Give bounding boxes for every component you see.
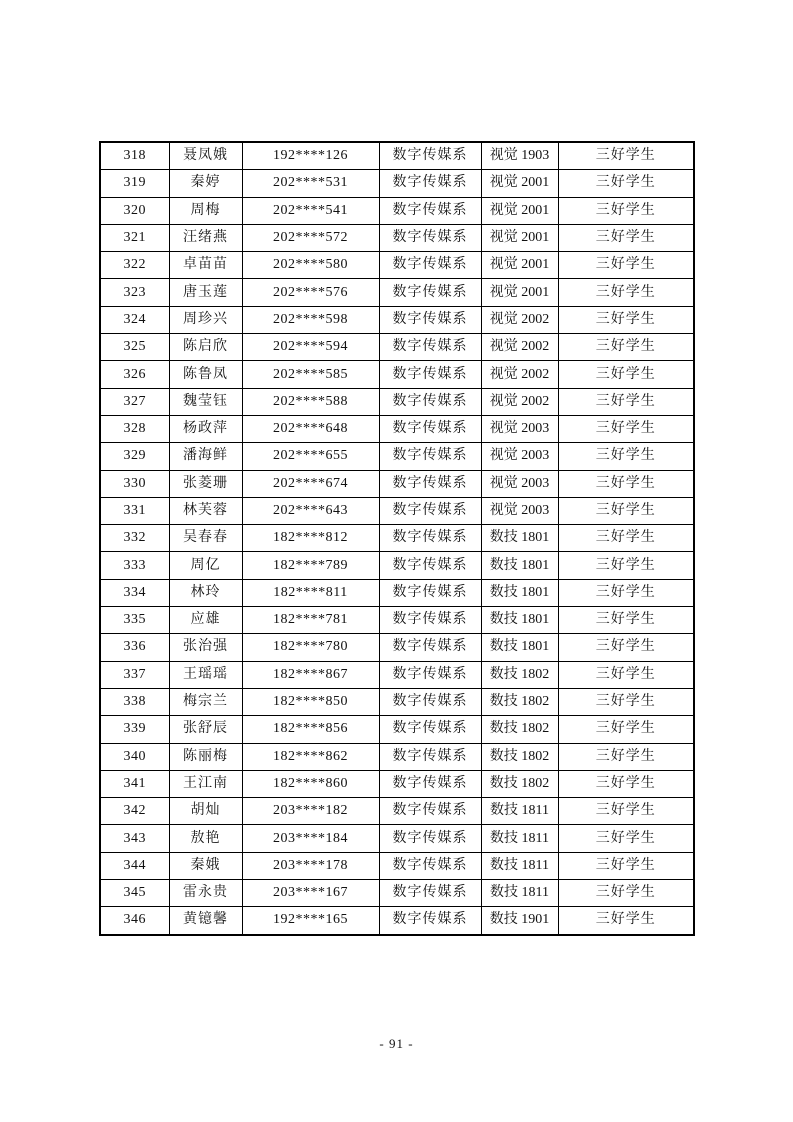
cell-department: 数字传媒系 <box>379 142 481 170</box>
cell-class: 视觉 2002 <box>481 334 558 361</box>
table-row <box>100 688 694 715</box>
cell-award: 三好学生 <box>558 743 694 770</box>
cell-id: 202****576 <box>242 279 379 306</box>
table-row <box>100 634 694 661</box>
cell-id: 202****648 <box>242 415 379 442</box>
cell-class: 视觉 2002 <box>481 306 558 333</box>
table-row <box>100 607 694 634</box>
cell-class: 数技 1802 <box>481 661 558 688</box>
cell-id: 202****572 <box>242 224 379 251</box>
table-row <box>100 770 694 797</box>
cell-class: 视觉 2001 <box>481 279 558 306</box>
cell-department: 数字传媒系 <box>379 770 481 797</box>
cell-award: 三好学生 <box>558 852 694 879</box>
cell-award: 三好学生 <box>558 388 694 415</box>
student-award-table <box>99 141 695 936</box>
table-row <box>100 552 694 579</box>
cell-name: 雷永贵 <box>169 880 242 907</box>
cell-department: 数字传媒系 <box>379 497 481 524</box>
cell-name: 周梅 <box>169 197 242 224</box>
cell-award: 三好学生 <box>558 525 694 552</box>
cell-name: 陈丽梅 <box>169 743 242 770</box>
cell-award: 三好学生 <box>558 825 694 852</box>
cell-class: 数技 1801 <box>481 552 558 579</box>
cell-no: 320 <box>100 197 169 224</box>
cell-class: 数技 1802 <box>481 716 558 743</box>
cell-class: 视觉 2001 <box>481 252 558 279</box>
cell-id: 182****812 <box>242 525 379 552</box>
cell-award: 三好学生 <box>558 661 694 688</box>
table-row <box>100 661 694 688</box>
table-row <box>100 170 694 197</box>
cell-no: 325 <box>100 334 169 361</box>
cell-class: 数技 1801 <box>481 634 558 661</box>
cell-award: 三好学生 <box>558 552 694 579</box>
cell-department: 数字传媒系 <box>379 880 481 907</box>
cell-name: 陈启欣 <box>169 334 242 361</box>
cell-name: 应雄 <box>169 607 242 634</box>
cell-name: 梅宗兰 <box>169 688 242 715</box>
cell-name: 吴春春 <box>169 525 242 552</box>
cell-department: 数字传媒系 <box>379 224 481 251</box>
cell-no: 324 <box>100 306 169 333</box>
cell-award: 三好学生 <box>558 279 694 306</box>
cell-no: 343 <box>100 825 169 852</box>
cell-award: 三好学生 <box>558 224 694 251</box>
cell-name: 胡灿 <box>169 798 242 825</box>
cell-name: 秦娥 <box>169 852 242 879</box>
table-row <box>100 825 694 852</box>
cell-name: 黄镱馨 <box>169 907 242 935</box>
cell-id: 203****182 <box>242 798 379 825</box>
cell-department: 数字传媒系 <box>379 907 481 935</box>
cell-class: 数技 1811 <box>481 798 558 825</box>
cell-award: 三好学生 <box>558 142 694 170</box>
table-row <box>100 497 694 524</box>
cell-no: 341 <box>100 770 169 797</box>
cell-department: 数字传媒系 <box>379 552 481 579</box>
cell-name: 王瑶瑶 <box>169 661 242 688</box>
cell-no: 332 <box>100 525 169 552</box>
cell-class: 数技 1811 <box>481 880 558 907</box>
cell-award: 三好学生 <box>558 579 694 606</box>
cell-class: 视觉 2003 <box>481 415 558 442</box>
cell-name: 潘海鲜 <box>169 443 242 470</box>
cell-department: 数字传媒系 <box>379 825 481 852</box>
cell-department: 数字传媒系 <box>379 607 481 634</box>
cell-department: 数字传媒系 <box>379 743 481 770</box>
cell-no: 338 <box>100 688 169 715</box>
cell-id: 182****811 <box>242 579 379 606</box>
cell-department: 数字传媒系 <box>379 798 481 825</box>
cell-class: 视觉 2002 <box>481 388 558 415</box>
cell-department: 数字传媒系 <box>379 415 481 442</box>
cell-class: 数技 1901 <box>481 907 558 935</box>
cell-award: 三好学生 <box>558 306 694 333</box>
cell-department: 数字传媒系 <box>379 661 481 688</box>
cell-class: 视觉 2001 <box>481 224 558 251</box>
cell-department: 数字传媒系 <box>379 388 481 415</box>
cell-no: 323 <box>100 279 169 306</box>
cell-award: 三好学生 <box>558 197 694 224</box>
cell-name: 卓苗苗 <box>169 252 242 279</box>
cell-id: 182****862 <box>242 743 379 770</box>
cell-no: 331 <box>100 497 169 524</box>
cell-no: 337 <box>100 661 169 688</box>
cell-department: 数字传媒系 <box>379 634 481 661</box>
table-row <box>100 279 694 306</box>
cell-department: 数字传媒系 <box>379 579 481 606</box>
cell-department: 数字传媒系 <box>379 443 481 470</box>
table-row <box>100 443 694 470</box>
cell-no: 346 <box>100 907 169 935</box>
table-row <box>100 743 694 770</box>
cell-award: 三好学生 <box>558 252 694 279</box>
cell-no: 333 <box>100 552 169 579</box>
cell-id: 202****585 <box>242 361 379 388</box>
cell-id: 203****184 <box>242 825 379 852</box>
cell-award: 三好学生 <box>558 443 694 470</box>
cell-department: 数字传媒系 <box>379 170 481 197</box>
cell-id: 182****781 <box>242 607 379 634</box>
cell-name: 王江南 <box>169 770 242 797</box>
table-row <box>100 142 694 170</box>
cell-award: 三好学生 <box>558 361 694 388</box>
cell-id: 182****780 <box>242 634 379 661</box>
table-row <box>100 880 694 907</box>
cell-department: 数字传媒系 <box>379 334 481 361</box>
cell-department: 数字传媒系 <box>379 361 481 388</box>
cell-no: 329 <box>100 443 169 470</box>
cell-class: 数技 1801 <box>481 579 558 606</box>
cell-name: 周珍兴 <box>169 306 242 333</box>
cell-award: 三好学生 <box>558 470 694 497</box>
cell-no: 318 <box>100 142 169 170</box>
table-row <box>100 579 694 606</box>
cell-id: 182****856 <box>242 716 379 743</box>
cell-department: 数字传媒系 <box>379 525 481 552</box>
table-row <box>100 852 694 879</box>
cell-name: 唐玉莲 <box>169 279 242 306</box>
table-row <box>100 306 694 333</box>
table-row <box>100 334 694 361</box>
cell-department: 数字传媒系 <box>379 306 481 333</box>
cell-class: 数技 1802 <box>481 743 558 770</box>
cell-name: 张治强 <box>169 634 242 661</box>
table-row <box>100 224 694 251</box>
cell-no: 326 <box>100 361 169 388</box>
cell-class: 数技 1802 <box>481 688 558 715</box>
cell-no: 336 <box>100 634 169 661</box>
cell-no: 344 <box>100 852 169 879</box>
cell-name: 林芙蓉 <box>169 497 242 524</box>
cell-id: 202****655 <box>242 443 379 470</box>
cell-id: 202****594 <box>242 334 379 361</box>
cell-award: 三好学生 <box>558 688 694 715</box>
cell-class: 数技 1801 <box>481 607 558 634</box>
cell-class: 视觉 2002 <box>481 361 558 388</box>
cell-award: 三好学生 <box>558 907 694 935</box>
cell-id: 202****643 <box>242 497 379 524</box>
cell-award: 三好学生 <box>558 497 694 524</box>
cell-no: 340 <box>100 743 169 770</box>
table-row <box>100 470 694 497</box>
cell-name: 秦婷 <box>169 170 242 197</box>
cell-no: 319 <box>100 170 169 197</box>
cell-award: 三好学生 <box>558 634 694 661</box>
cell-id: 202****674 <box>242 470 379 497</box>
table-row <box>100 525 694 552</box>
cell-award: 三好学生 <box>558 716 694 743</box>
cell-no: 334 <box>100 579 169 606</box>
cell-id: 202****598 <box>242 306 379 333</box>
table-row <box>100 798 694 825</box>
cell-department: 数字传媒系 <box>379 716 481 743</box>
cell-id: 202****541 <box>242 197 379 224</box>
cell-class: 视觉 2003 <box>481 497 558 524</box>
cell-no: 330 <box>100 470 169 497</box>
cell-award: 三好学生 <box>558 880 694 907</box>
table-row <box>100 415 694 442</box>
cell-class: 数技 1801 <box>481 525 558 552</box>
cell-id: 203****178 <box>242 852 379 879</box>
cell-class: 视觉 1903 <box>481 142 558 170</box>
cell-no: 322 <box>100 252 169 279</box>
table-row <box>100 361 694 388</box>
cell-name: 聂凤娥 <box>169 142 242 170</box>
cell-no: 339 <box>100 716 169 743</box>
cell-award: 三好学生 <box>558 334 694 361</box>
cell-name: 林玲 <box>169 579 242 606</box>
cell-id: 192****165 <box>242 907 379 935</box>
cell-no: 328 <box>100 415 169 442</box>
cell-no: 345 <box>100 880 169 907</box>
cell-name: 汪绪燕 <box>169 224 242 251</box>
cell-class: 数技 1802 <box>481 770 558 797</box>
cell-class: 视觉 2003 <box>481 443 558 470</box>
table-row <box>100 252 694 279</box>
table-row <box>100 907 694 935</box>
cell-class: 数技 1811 <box>481 852 558 879</box>
cell-no: 321 <box>100 224 169 251</box>
cell-id: 182****789 <box>242 552 379 579</box>
cell-id: 192****126 <box>242 142 379 170</box>
cell-department: 数字传媒系 <box>379 279 481 306</box>
cell-name: 周亿 <box>169 552 242 579</box>
cell-name: 杨政萍 <box>169 415 242 442</box>
cell-name: 敖艳 <box>169 825 242 852</box>
cell-id: 202****588 <box>242 388 379 415</box>
table-row <box>100 716 694 743</box>
cell-department: 数字传媒系 <box>379 852 481 879</box>
cell-department: 数字传媒系 <box>379 252 481 279</box>
cell-id: 182****850 <box>242 688 379 715</box>
cell-department: 数字传媒系 <box>379 470 481 497</box>
cell-id: 202****580 <box>242 252 379 279</box>
cell-department: 数字传媒系 <box>379 688 481 715</box>
cell-class: 数技 1811 <box>481 825 558 852</box>
table-body <box>100 142 694 935</box>
cell-id: 202****531 <box>242 170 379 197</box>
cell-no: 335 <box>100 607 169 634</box>
cell-id: 182****860 <box>242 770 379 797</box>
page-number: - 91 - <box>379 1036 414 1051</box>
cell-award: 三好学生 <box>558 170 694 197</box>
cell-award: 三好学生 <box>558 607 694 634</box>
cell-id: 182****867 <box>242 661 379 688</box>
cell-id: 203****167 <box>242 880 379 907</box>
cell-name: 张菱珊 <box>169 470 242 497</box>
cell-award: 三好学生 <box>558 798 694 825</box>
cell-class: 视觉 2001 <box>481 170 558 197</box>
table-row <box>100 388 694 415</box>
cell-name: 张舒辰 <box>169 716 242 743</box>
cell-award: 三好学生 <box>558 770 694 797</box>
cell-class: 视觉 2003 <box>481 470 558 497</box>
cell-award: 三好学生 <box>558 415 694 442</box>
cell-no: 327 <box>100 388 169 415</box>
cell-name: 陈鲁凤 <box>169 361 242 388</box>
cell-no: 342 <box>100 798 169 825</box>
cell-department: 数字传媒系 <box>379 197 481 224</box>
table-row <box>100 197 694 224</box>
cell-name: 魏莹钰 <box>169 388 242 415</box>
cell-class: 视觉 2001 <box>481 197 558 224</box>
